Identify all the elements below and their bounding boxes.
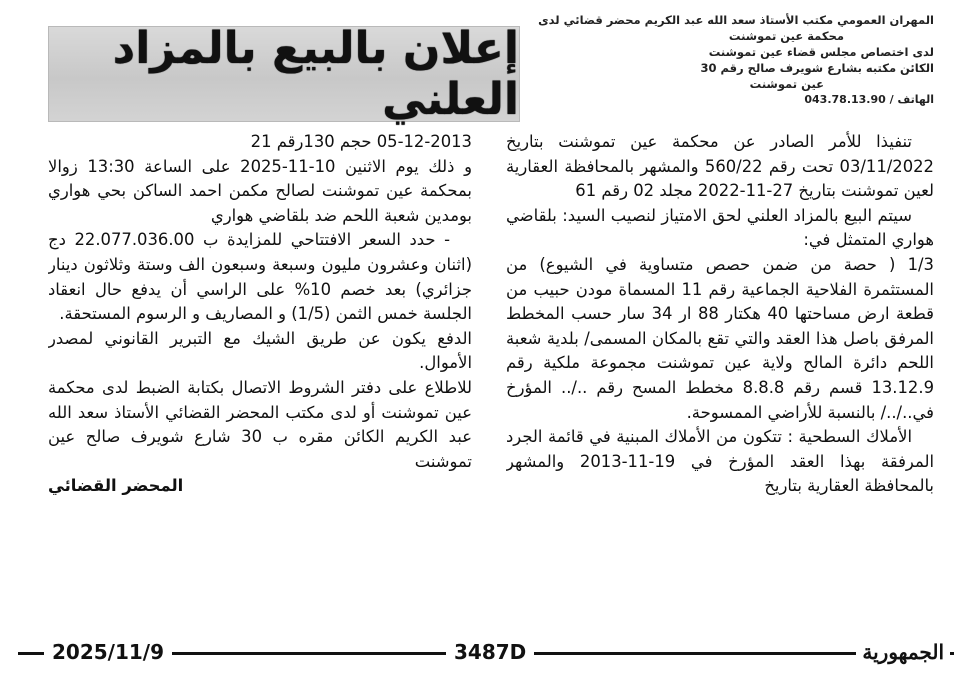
footer-issue-number: 3487D	[446, 640, 534, 664]
right-column	[506, 130, 934, 626]
paragraph: تنفيذا للأمر الصادر عن محكمة عين تموشنت بتاريخ 03/11/2022 تحت رقم 560/22 والمشهر بالمحافظة العقارية لعين تموشنت بتاريخ 27-11-2022 مجلد 02 رقم 61	[506, 132, 934, 201]
paragraph: للاطلاع على دفتر الشروط الاتصال بكتابة الضبط لدى محكمة عين تموشنت أو لدى مكتب المحضر القضائي الأستاذ سعد الله عبد الكريم الكائن مقره ب 30 شارع شويرف صالح عين تموشنت	[48, 377, 472, 471]
footer-date: 2025/11/9	[44, 640, 172, 664]
left-column	[48, 130, 472, 626]
paragraph: و ذلك يوم الاثنين 10-11-2025 على الساعة 13:30 زوالا بمحكمة عين تموشنت لصالح مكمن احمد الساكن بحي هواري بومدين شعبة اللحم ضد بلقاضي هواري	[48, 156, 472, 225]
newspaper-logo: الجمهورية	[856, 640, 950, 664]
paragraph: 1/3 ( حصة من ضمن حصص متساوية في الشيوع) من المستثمرة الفلاحية الجماعية رقم 11 المسماة مودن حبيب من قطعة ارض مساحتها 40 هكتار 88 ار 34 سار حسب المخطط المرفق باصل هذا العقد والتي تقع بالمكان المسمى/ بلدية شعبة اللحم دائرة المالح ولاية عين تموشنت مجموعة ملكية رقم 13.12.9 قسم رقم 8.8.8 مخطط المسح رقم ../.. المؤرخ في../../ بالنسبة للأراضي الممسوحة.	[506, 254, 934, 422]
paragraph: الأملاك السطحية : تتكون من الأملاك المبنية في قائمة الجرد المرفقة بهذا العقد المؤرخ في 19-11-2013 والمشهر بالمحافظة العقارية بتاريخ	[506, 427, 934, 496]
signature: المحضر القضائي	[48, 476, 184, 496]
header-line: محكمة عين تموشنت	[728, 29, 844, 43]
bailiff-header	[514, 12, 934, 108]
paragraph: الدفع يكون عن طريق الشيك مع التبرير القانوني لمصدر الأموال.	[48, 328, 472, 373]
header-line: المهران العمومي مكتب الأستاذ سعد الله عبد الكريم محضر قضائي لدى	[538, 13, 934, 27]
header-phone: الهاتف / 043.78.13.90	[804, 93, 934, 106]
announcement-title: إعلان بالبيع بالمزاد العلني	[112, 23, 519, 125]
header-line: عين تموشنت	[749, 77, 824, 91]
announcement-page	[8, 6, 964, 682]
paragraph: سيتم البيع بالمزاد العلني لحق الامتياز لنصيب السيد: بلقاضي هواري المتمثل في:	[506, 205, 934, 250]
header-line: الكائن مكتبه بشارع شويرف صالح رقم 30	[700, 61, 934, 75]
paragraph: - حدد السعر الافتتاحي للمزايدة ب 22.077.036.00 دج (اثنان وعشرون مليون وسبعة وسبعون الف وستة وثلاثون دينار جزائري) بعد خصم 10% على الراسي أن يدفع حال انعقاد الجلسة خمس الثمن (1/5) و المصاريف و الرسوم المستحقة.	[48, 230, 472, 324]
header-line: لدى اختصاص مجلس قضاء عين تموشنت	[708, 45, 934, 59]
paragraph: 05-12-2013 حجم 130رقم 21	[250, 132, 472, 151]
title-banner	[48, 23, 520, 125]
